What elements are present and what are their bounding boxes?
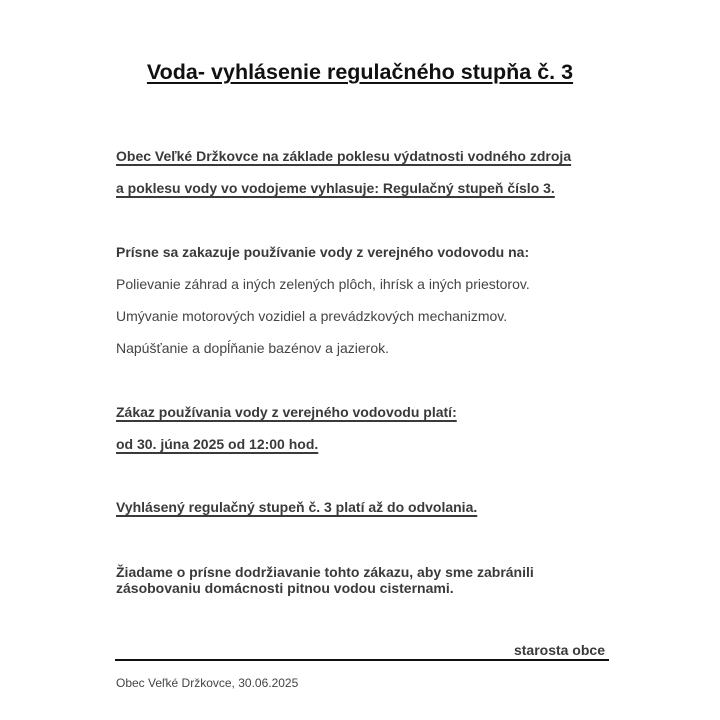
until-revoked-notice: Vyhlásený regulačný stupeň č. 3 platí až do odvolania. [116, 499, 478, 515]
validity-line-1: Zákaz používania vody z verejného vodovodu platí: [116, 404, 457, 420]
request-line-1: Žiadame o prísne dodržiavanie tohto zákazu, aby sme zabránili [116, 564, 534, 580]
prohibition-item: Umývanie motorových vozidiel a prevádzkových mechanizmov. [116, 308, 508, 324]
prohibition-heading: Prísne sa zakazuje používanie vody z verejného vodovodu na: [116, 244, 530, 260]
signature-line [115, 659, 609, 661]
page-title: Voda- vyhlásenie regulačného stupňa č. 3 [146, 60, 574, 84]
request-line-2: zásobovaniu domácnosti pitnou vodou cisternami. [116, 580, 454, 596]
signature-label: starosta obce [513, 642, 605, 658]
prohibition-item: Napúšťanie a dopĺňanie bazénov a jazierok. [116, 340, 389, 356]
intro-line-1: Obec Veľké Držkovce na základe poklesu výdatnosti vodného zdroja [116, 148, 572, 164]
intro-line-2: a poklesu vody vo vodojeme vyhlasuje: Regulačný stupeň číslo 3. [116, 180, 555, 196]
footer-place-date: Obec Veľké Držkovce, 30.06.2025 [116, 676, 299, 690]
prohibition-item: Polievanie záhrad a iných zelených plôch, ihrísk a iných priestorov. [116, 276, 530, 292]
validity-line-2: od 30. júna 2025 od 12:00 hod. [116, 436, 319, 452]
